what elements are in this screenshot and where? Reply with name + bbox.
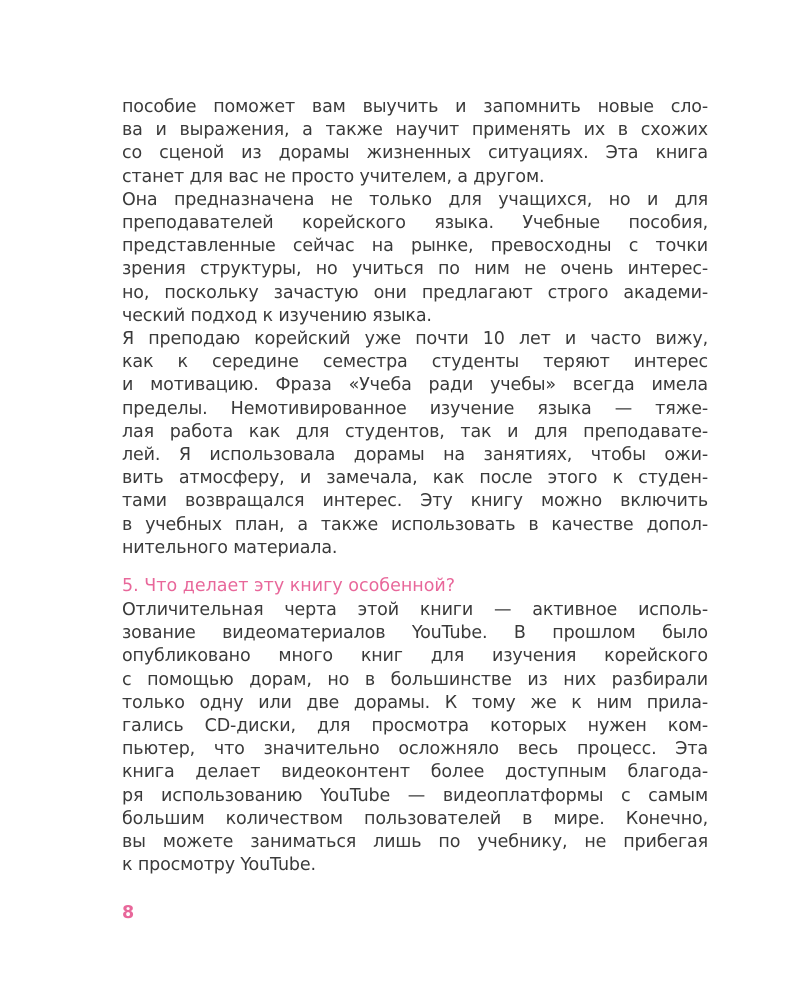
text-line: к просмотру YouTube.	[122, 855, 316, 876]
text-line: только одну или две дорамы. К тому же к ним прила-	[122, 692, 708, 713]
text-line: станет для вас не просто учителем, а другом.	[122, 166, 545, 187]
text-line: опубликовано много книг для изучения корейского	[122, 646, 708, 667]
text-line: ря использованию YouTube — видеоплатформы с самым	[122, 785, 708, 806]
text-line: зование видеоматериалов YouTube. В прошлом было	[122, 623, 708, 644]
text-line: как к середине семестра студенты теряют интерес	[122, 352, 708, 373]
section-text	[122, 599, 708, 877]
text-line: со сценой из дорамы жизненных ситуациях. Эта книга	[122, 143, 708, 164]
page-number: 8	[122, 903, 135, 923]
text-line: но, поскольку зачастую они предлагают строго академи-	[122, 282, 708, 303]
text-line: книга делает видеоконтент более доступным благода-	[122, 762, 708, 783]
paragraph-2	[122, 189, 708, 328]
text-line: вы можете заниматься лишь по учебнику, не прибегая	[122, 832, 708, 853]
text-line: Она предназначена не только для учащихся, но и для	[122, 189, 708, 210]
text-line: пособие поможет вам выучить и запомнить новые сло-	[122, 97, 708, 117]
text-line: ва и выражения, а также научит применять их в схожих	[122, 120, 708, 141]
text-line: ческий подход к изучению языка.	[122, 305, 432, 326]
text-line: большим количеством пользователей в мире. Конечно,	[122, 808, 708, 829]
text-line: зрения структуры, но учиться по ним не очень интерес-	[122, 259, 708, 280]
text-line: лей. Я использовала дорамы на занятиях, чтобы ожи-	[122, 445, 708, 466]
text-line: Отличительная черта этой книги — активное исполь-	[122, 600, 708, 620]
text-line: в учебных план, а также использовать в качестве допол-	[122, 514, 708, 535]
text-line: пределы. Немотивированное изучение языка — тяже-	[122, 398, 708, 419]
text-line: вить атмосферу, и замечала, как после этого к студен-	[122, 468, 708, 489]
paragraph-1	[122, 96, 708, 189]
text-line: тами возвращался интерес. Эту книгу можно включить	[122, 491, 708, 512]
section-heading: 5. Что делает эту книгу особенной?	[122, 576, 456, 596]
text-line: нительного материала.	[122, 537, 338, 558]
text-line: гались CD-диски, для просмотра которых нужен ком-	[122, 716, 708, 737]
text-line: с помощью дорам, но в большинстве из них разбирали	[122, 669, 708, 690]
text-line: пьютер, что значительно осложняло весь процесс. Эта	[122, 739, 708, 760]
text-line: и мотивацию. Фраза «Учеба ради учебы» всегда имела	[122, 375, 708, 396]
paragraph-3	[122, 328, 708, 560]
text-line: лая работа как для студентов, так и для преподавате-	[122, 421, 708, 442]
text-line: преподавателей корейского языка. Учебные пособия,	[122, 213, 708, 234]
text-line: Я преподаю корейский уже почти 10 лет и часто вижу,	[122, 329, 708, 350]
intro-text	[122, 96, 708, 560]
text-line: представленные сейчас на рынке, превосходны с точки	[122, 236, 708, 257]
